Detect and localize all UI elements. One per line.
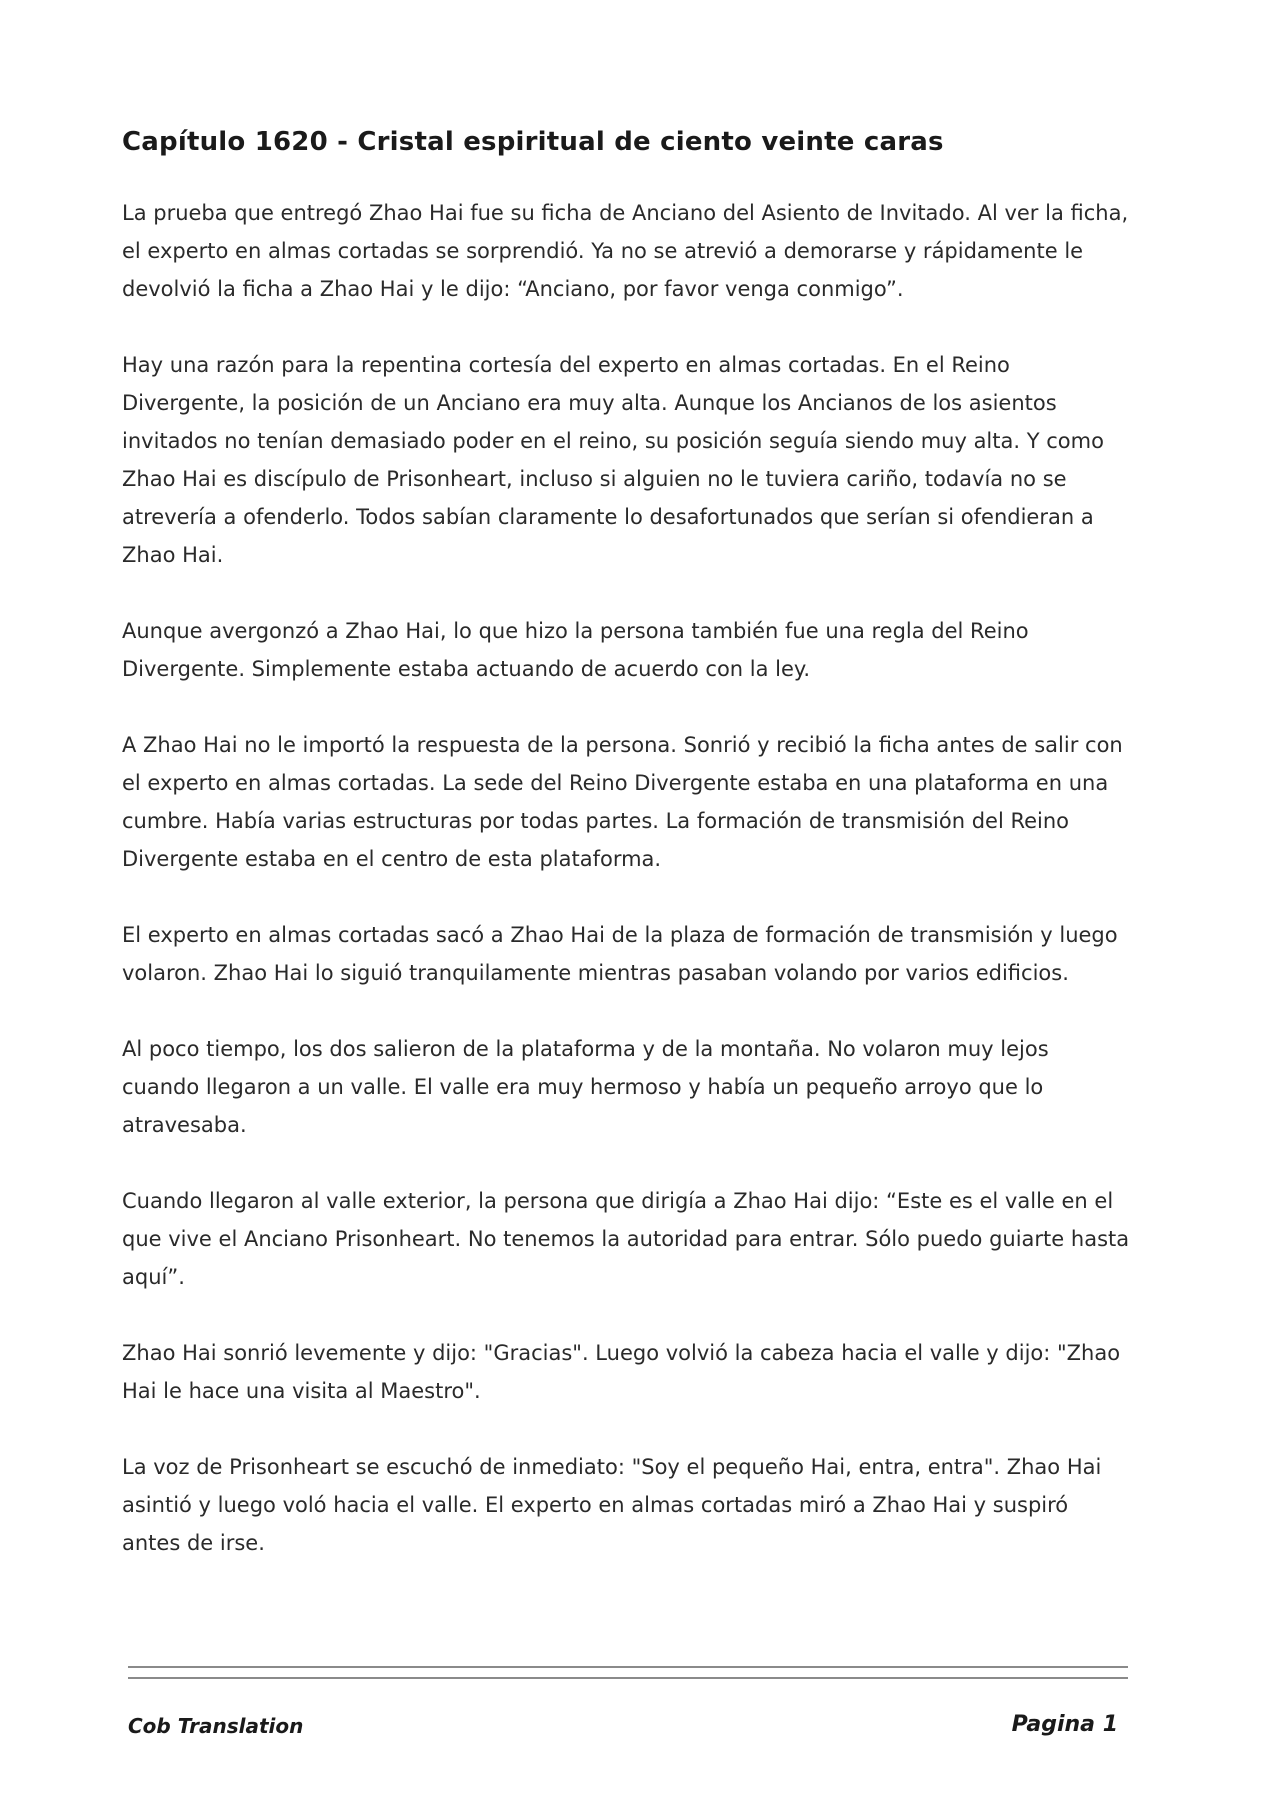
paragraph-7: Cuando llegaron al valle exterior, la persona que dirigía a Zhao Hai dijo: “Este es el valle en el que vive el Anciano Prisonheart. No tenemos la autoridad para entrar. Sólo puedo guiarte hasta aquí”. (122, 1189, 1130, 1289)
paragraph-1: La prueba que entregó Zhao Hai fue su ficha de Anciano del Asiento de Invitado. Al ver la ficha, el experto en almas cortadas se sorprendió. Ya no se atrevió a demorarse y rápidamente le devolvió la ficha a Zhao Hai y le dijo: “Anciano, por favor venga conmigo”. (122, 201, 1129, 301)
paragraph-5: El experto en almas cortadas sacó a Zhao Hai de la plaza de formación de transmisión y luego volaron. Zhao Hai lo siguió tranquilamente mientras pasaban volando por varios edificios. (122, 923, 1118, 985)
paragraph-8: Zhao Hai sonrió levemente y dijo: "Gracias". Luego volvió la cabeza hacia el valle y dijo: "Zhao Hai le hace una visita al Maestro". (122, 1341, 1121, 1403)
paragraph-6: Al poco tiempo, los dos salieron de la plataforma y de la montaña. No volaron muy lejos cuando llegaron a un valle. El valle era muy hermoso y había un pequeño arroyo que lo atravesaba. (122, 1037, 1049, 1137)
document-content (122, 124, 1132, 1600)
footer-divider-top (128, 1666, 1128, 1668)
paragraph-2: Hay una razón para la repentina cortesía del experto en almas cortadas. En el Reino Divergente, la posición de un Anciano era muy alta. Aunque los Ancianos de los asientos invitados no tenían demasiado poder en el reino, su posición seguía siendo muy alta. Y como Zhao Hai es discípulo de Prisonheart, incluso si alguien no le tuviera cariño, todavía no se atrevería a ofenderlo. Todos sabían claramente lo desafortunados que serían si ofendieran a Zhao Hai. (122, 353, 1104, 567)
footer-translator-credit: Cob Translation (128, 1714, 304, 1738)
footer-divider-bottom (128, 1677, 1128, 1679)
footer-page-number: Pagina 1 (1011, 1712, 1118, 1737)
paragraph-3: Aunque avergonzó a Zhao Hai, lo que hizo la persona también fue una regla del Reino Divergente. Simplemente estaba actuando de acuerdo con la ley. (122, 619, 1029, 681)
paragraph-4: A Zhao Hai no le importó la respuesta de la persona. Sonrió y recibió la ficha antes de salir con el experto en almas cortadas. La sede del Reino Divergente estaba en una plataforma en una cumbre. Había varias estructuras por todas partes. La formación de transmisión del Reino Divergente estaba en el centro de esta plataforma. (122, 733, 1123, 871)
paragraph-9: La voz de Prisonheart se escuchó de inmediato: "Soy el pequeño Hai, entra, entra". Zhao Hai asintió y luego voló hacia el valle. El experto en almas cortadas miró a Zhao Hai y suspiró antes de irse. (122, 1455, 1102, 1555)
chapter-title: Capítulo 1620 - Cristal espiritual de ciento veinte caras (122, 127, 944, 157)
